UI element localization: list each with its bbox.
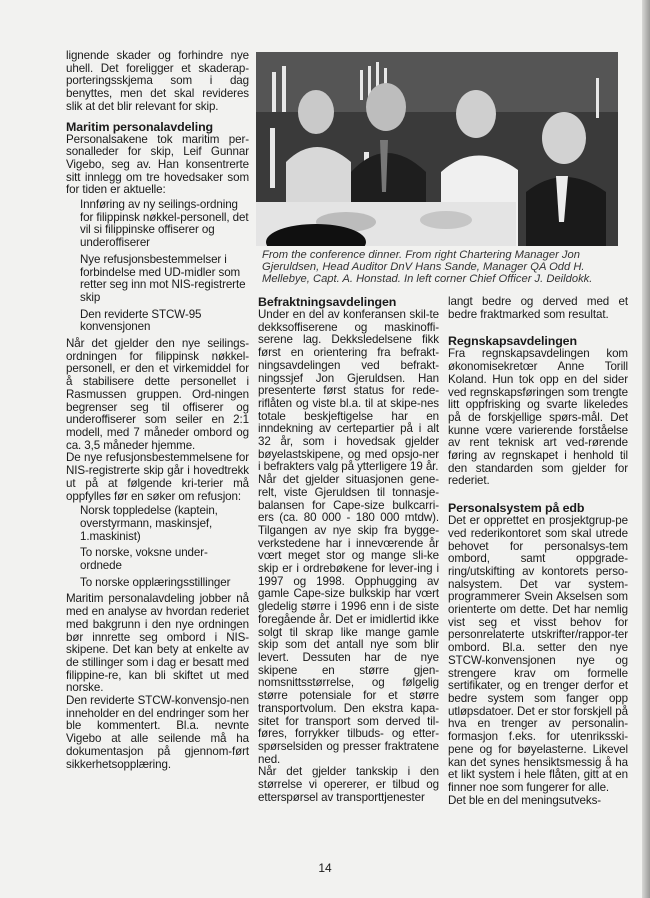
col3-paragraph-2: Det er opprettet en prosjektgrup-pe ved rederikontoret som skal utrede behovet for personalsys-tem ombord, samt oppgrade-ring/utskifting av kontorets perso-nalsystem. Det var system-programmerer Svein Akselsen som orienterte om dette. Det har nemlig vist seg et visst behov for personrelaterte utskrifter/rappor-ter ombord. Bl.a. setter den nye STCW-konvensjonen nye og strengere krav om formelle sertifikater, og en trenger derfor et bedre system som fanger opp utløpsdatoer. Det er stor forskjell på hva en trenger av personalin-formasjon f.eks. for utenriksski-pene og for bøyelasterne. Likevel kan det synes hensiktsmessig å ha et likt system i hele flåten, gitt at en finner noe som fungerer for alle. [448, 514, 628, 794]
col3-intro-paragraph: langt bedre og derved med et bedre fraktmarked som resultat. [448, 295, 628, 321]
column-middle [258, 296, 439, 804]
col1-paragraph-1: Personalsakene tok maritim per-sonalleder for skip, Leif Gunnar Vigebo, seg av. Han konsentrerte sitt innlegg om tre hovedsaker som for tiden er aktuelle: [66, 132, 249, 197]
col2-paragraph-2: Når det gjelder situasjonen gene-relt, viste Gjeruldsen til tonnasje-balansen for Cape-size bulkcarri-ers (ca. 80 000 - 180 000 mtdw). Tilgangen av nye skip fra bygge-verkstedene har i innevœrende år vœrt meget stor og mange sli-ke skip er i ordrebøkene for lever-ing i 1997 og 1998. Opphugging av gamle Cape-size bulkskip har vœrt gledelig større i 1996 enn i de siste foregående år. Det er imidlertid ikke solgt til skrap like mange gamle skip som det antall nye som blir levert. Dessuten har de nye skipene en større gjen-nomsnittsstørrelse, og følgelig større potensiale for et større transportvolum. Den ekstra kapa-sitet for transport som derved til-føres, forrykker tilbuds- og etter-spørselsiden og presser fraktratene ned. [258, 473, 439, 766]
page-number: 14 [318, 861, 332, 875]
list-item: To norske, voksne under-ordnede [80, 546, 208, 573]
col1-bullet-list-1 [66, 199, 249, 334]
photo-illustration [256, 52, 618, 246]
list-item: Nye refusjonsbestemmelser i forbindelse med UD-midler som retter seg inn mot NIS-registrerte skip [80, 252, 246, 304]
col1-bullet-list-2 [66, 505, 249, 589]
heading-befraktningsavdelingen: Befraktningsavdelingen [258, 295, 397, 309]
photo-caption: From the conference dinner. From right Chartering Manager Jon Gjeruldsen, Head Auditor DnV Hans Sande, Manager QA Odd H. Mellebye, Capt. A. Honstad. In left corner Chief Officer J. Deildokk. [262, 249, 593, 285]
list-item: Den reviderte STCW-95 konvensjonen [80, 307, 202, 334]
col1-paragraph-2: Når det gjelder den nye seilings-ordningen for filippinsk nøkkel-personell, er den et virkemiddel for å stabilisere dette personellet i Rasmussen gruppen. Ord-ningen begrenser seg til offiserer og underoffiserer som seiler en 2:1 modell, med 7 måneder ombord og ca. 3,5 måneder hjemme. [66, 337, 249, 452]
col1-paragraph-4: Maritim personalavdeling jobber nå med en analyse av hvordan rederiet med bakgrunn i den nye ordningen bør innrette seg ombord i NIS-skipene. Det kan bety at enkelte av de stillinger som i dag er besatt med filippine-re, kan bli skiftet ut med norske. [66, 592, 249, 695]
col1-paragraph-5: Den reviderte STCW-konvensjo-nen inneholder en del endringer som her ble kommentert. Bl.a. nevnte Vigebo at alle seilende må ha dokumentasjon på gjennom-ført sikkerhetsopplæring. [66, 694, 249, 771]
column-right [448, 296, 628, 807]
list-item: To norske opplæringsstillinger [80, 575, 231, 589]
list-item: Norsk toppledelse (kaptein, overstyrmann, maskinsjef, 1.maskinist) [80, 504, 218, 543]
col1-paragraph-3: De nye refusjonsbestemmelsene for NIS-registrerte skip går i hovedtrekk ut på at følgende kri-terier må oppfylles før en søker om refusjon: [66, 451, 249, 503]
list-item: Innføring av ny seilings-ordning for filippinsk nøkkel-personell, det vil si filippinske offiserer og underoffiserer [80, 198, 249, 250]
page-edge-shadow [642, 0, 650, 898]
col3-paragraph-1: Fra regnskapsavdelingen kom økonomisekretœr Anne Torill Koland. Hun tok opp en del sider ved regnskapsføringen som trengte litt oppfrisking og svarte likeledes på de forskjellige spørs-mål. Det kunne vœre varierende forståelse av rent teknisk art ved-rørende føring av regnskapet i henhold til den standarden som gjelder for rederiet. [448, 347, 628, 488]
col2-paragraph-1: Under en del av konferansen skil-te dekksoffiserene og maskinoffi-serene lag. Dekksledelsene fikk først en orientering fra befrakt-ningsavdelingen ved befrakt-ningssjef Jon Gjeruldsen. Han presenterte først status for rede-riflåten og viste bl.a. til at skipe-nes totale beskjeftigelse har en inndekning av certepartier på i alt 32 år, som i hovedsak gjelder bøyelastskipene, og med opsjo-ner i befrakters valg på ytterligere 19 år. [258, 308, 439, 474]
col3-paragraph-3: Det ble en del meningsutveks- [448, 793, 602, 807]
conference-dinner-photo [256, 52, 618, 246]
heading-regnskapsavdelingen: Regnskapsavdelingen [448, 334, 577, 349]
col1-intro-paragraph: lignende skader og forhindre nye uhell. Det foreligger et skaderap-porteringsskjema som i dag benyttes, men det skal revideres slik at det blir relevant for skip. [66, 49, 249, 113]
col2-paragraph-3: Når det gjelder tankskip i den størrelse vi opererer, er tilbud og etterspørsel av transporttjenester [258, 765, 439, 804]
heading-maritim-personalavdeling: Maritim personalavdeling [66, 119, 214, 134]
heading-personalsystem-pa-edb: Personalsystem på edb [448, 501, 585, 516]
column-left [66, 50, 249, 771]
